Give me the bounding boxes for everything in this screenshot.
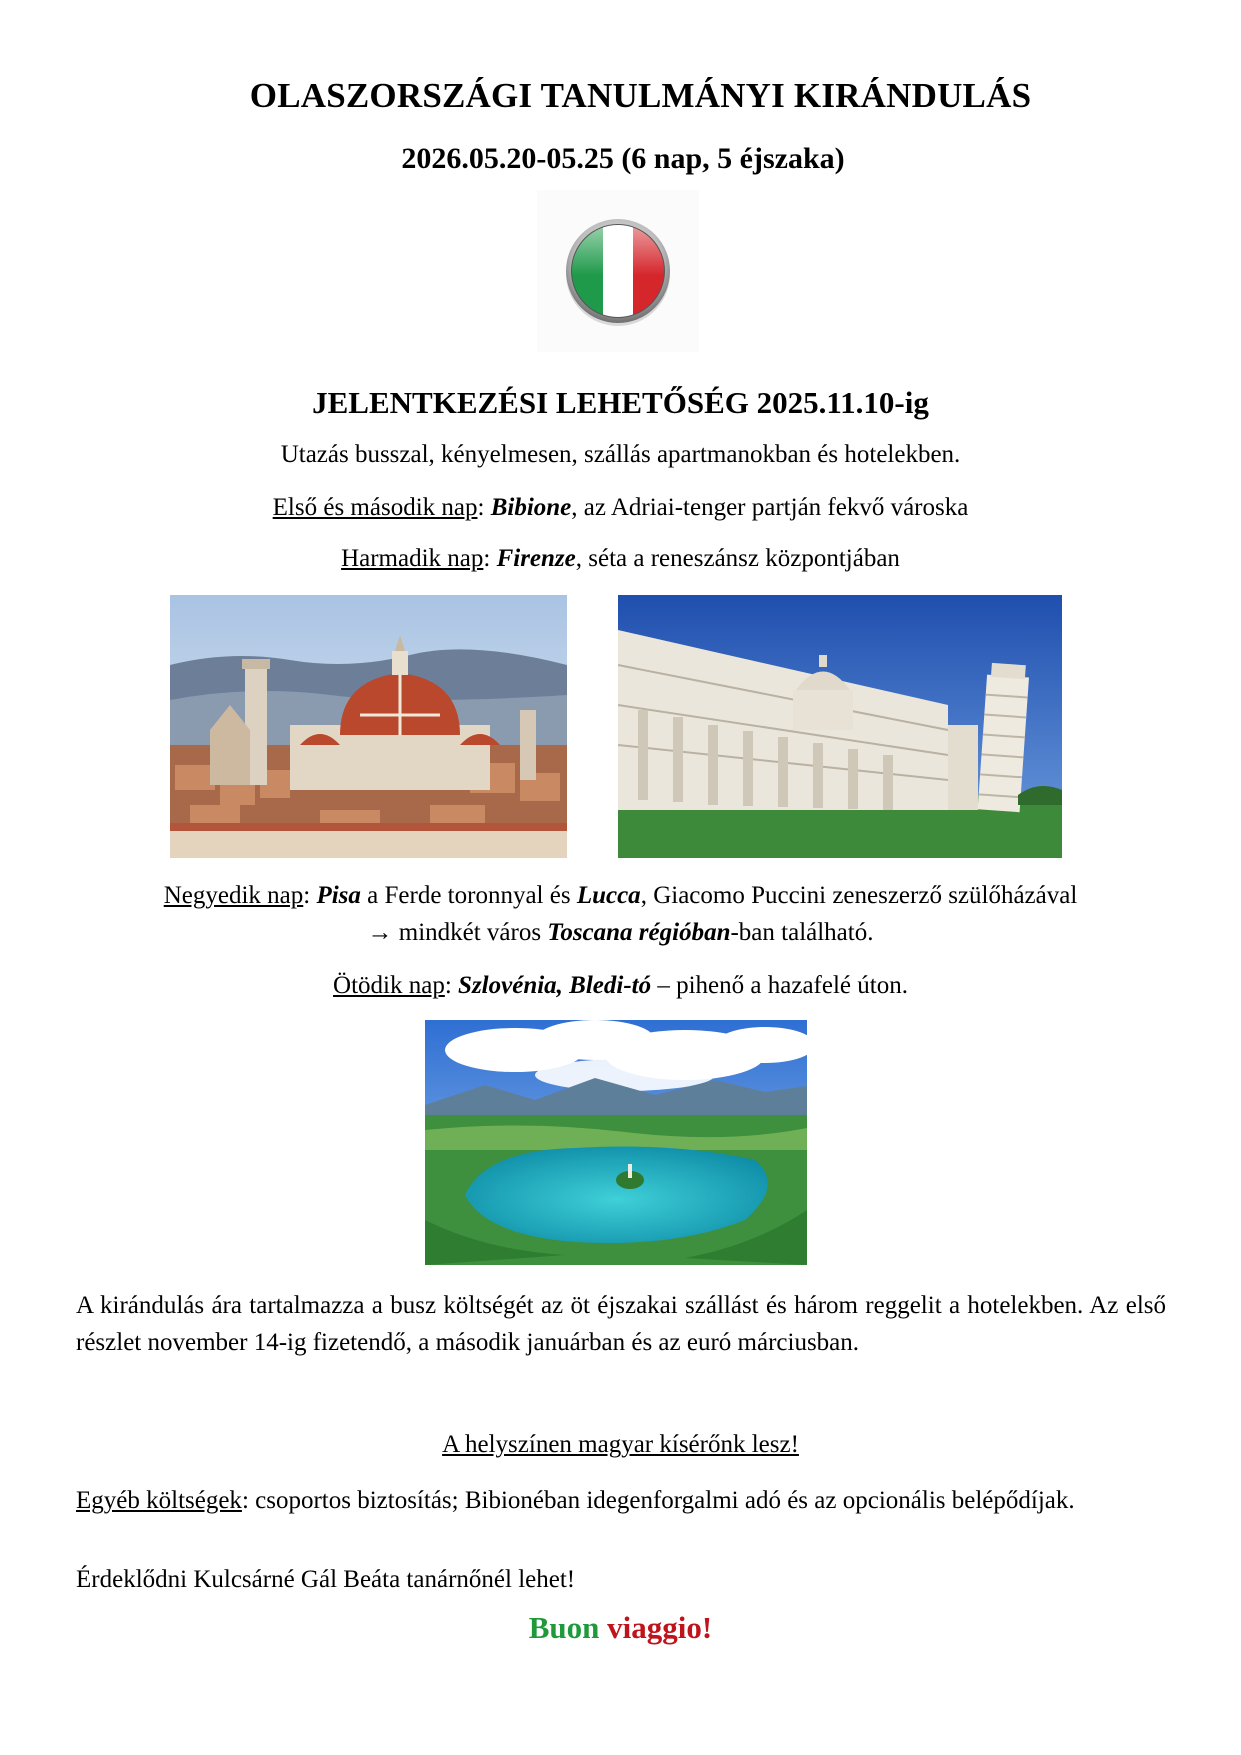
day-4 bbox=[0, 882, 1241, 910]
italy-flag-icon bbox=[537, 190, 699, 352]
day-label: Harmadik nap bbox=[341, 545, 484, 572]
day-1-2 bbox=[0, 494, 1241, 522]
separator: : bbox=[477, 494, 491, 521]
other-costs bbox=[76, 1482, 1166, 1519]
day-label: Ötödik nap bbox=[333, 972, 445, 999]
day-description: , séta a reneszánsz központjában bbox=[575, 545, 900, 572]
day-5 bbox=[0, 972, 1241, 1000]
guide-note: A helyszínen magyar kísérőnk lesz! bbox=[442, 1431, 799, 1458]
day-label: Negyedik nap bbox=[163, 882, 304, 909]
place-name-pisa: Pisa bbox=[316, 882, 361, 909]
place-name-lucca: Lucca bbox=[576, 882, 641, 909]
region-rest: -ban található. bbox=[730, 919, 874, 946]
separator: : bbox=[483, 545, 497, 572]
lake-bled-photo bbox=[425, 1020, 807, 1265]
pisa-photo bbox=[618, 595, 1062, 858]
contact-info: Érdeklődni Kulcsárné Gál Beáta tanárnőnél lehet! bbox=[76, 1566, 576, 1593]
day-4-region bbox=[0, 919, 1241, 947]
day-description: a Ferde toronnyal és bbox=[360, 882, 577, 909]
other-costs-text: : csoportos biztosítás; Bibionéban idegenforgalmi adó és az opcionális belépődíjak. bbox=[241, 1487, 1075, 1514]
day-description: , az Adriai-tenger partján fekvő városka bbox=[571, 494, 969, 521]
greeting-word-1: Buon bbox=[528, 1610, 600, 1645]
greeting-word-2: viaggio! bbox=[607, 1610, 713, 1645]
place-name: Bibione bbox=[490, 494, 572, 521]
separator: : bbox=[303, 882, 317, 909]
florence-photo bbox=[170, 595, 567, 858]
closing-greeting bbox=[0, 1610, 1241, 1646]
day-description: – pihenő a hazafelé úton. bbox=[651, 972, 908, 999]
price-paragraph: A kirándulás ára tartalmazza a busz költségét az öt éjszakai szállást és három reggelit a hotelekben. Az első részlet november 14-ig fizetendő, a második januárban és az euró márciusban. bbox=[76, 1292, 1166, 1356]
place-name: Szlovénia, Bledi-tó bbox=[458, 972, 652, 999]
day-3 bbox=[0, 545, 1241, 573]
trip-dates: 2026.05.20-05.25 (6 nap, 5 éjszaka) bbox=[401, 142, 845, 175]
registration-deadline: JELENTKEZÉSI LEHETŐSÉG 2025.11.10-ig bbox=[312, 385, 929, 420]
region-name: Toscana régióban bbox=[547, 919, 731, 946]
day-description-rest: , Giacomo Puccini zeneszerző szülőházával bbox=[640, 882, 1078, 909]
page-title: OLASZORSZÁGI TANULMÁNYI KIRÁNDULÁS bbox=[249, 76, 1032, 115]
travel-info: Utazás busszal, kényelmesen, szállás apartmanokban és hotelekben. bbox=[280, 441, 961, 468]
day-label: Első és második nap bbox=[272, 494, 478, 521]
other-costs-label: Egyéb költségek bbox=[76, 1487, 242, 1514]
arrow-text: → mindkét város bbox=[367, 919, 548, 946]
separator: : bbox=[444, 972, 459, 999]
place-name: Firenze bbox=[496, 545, 576, 572]
